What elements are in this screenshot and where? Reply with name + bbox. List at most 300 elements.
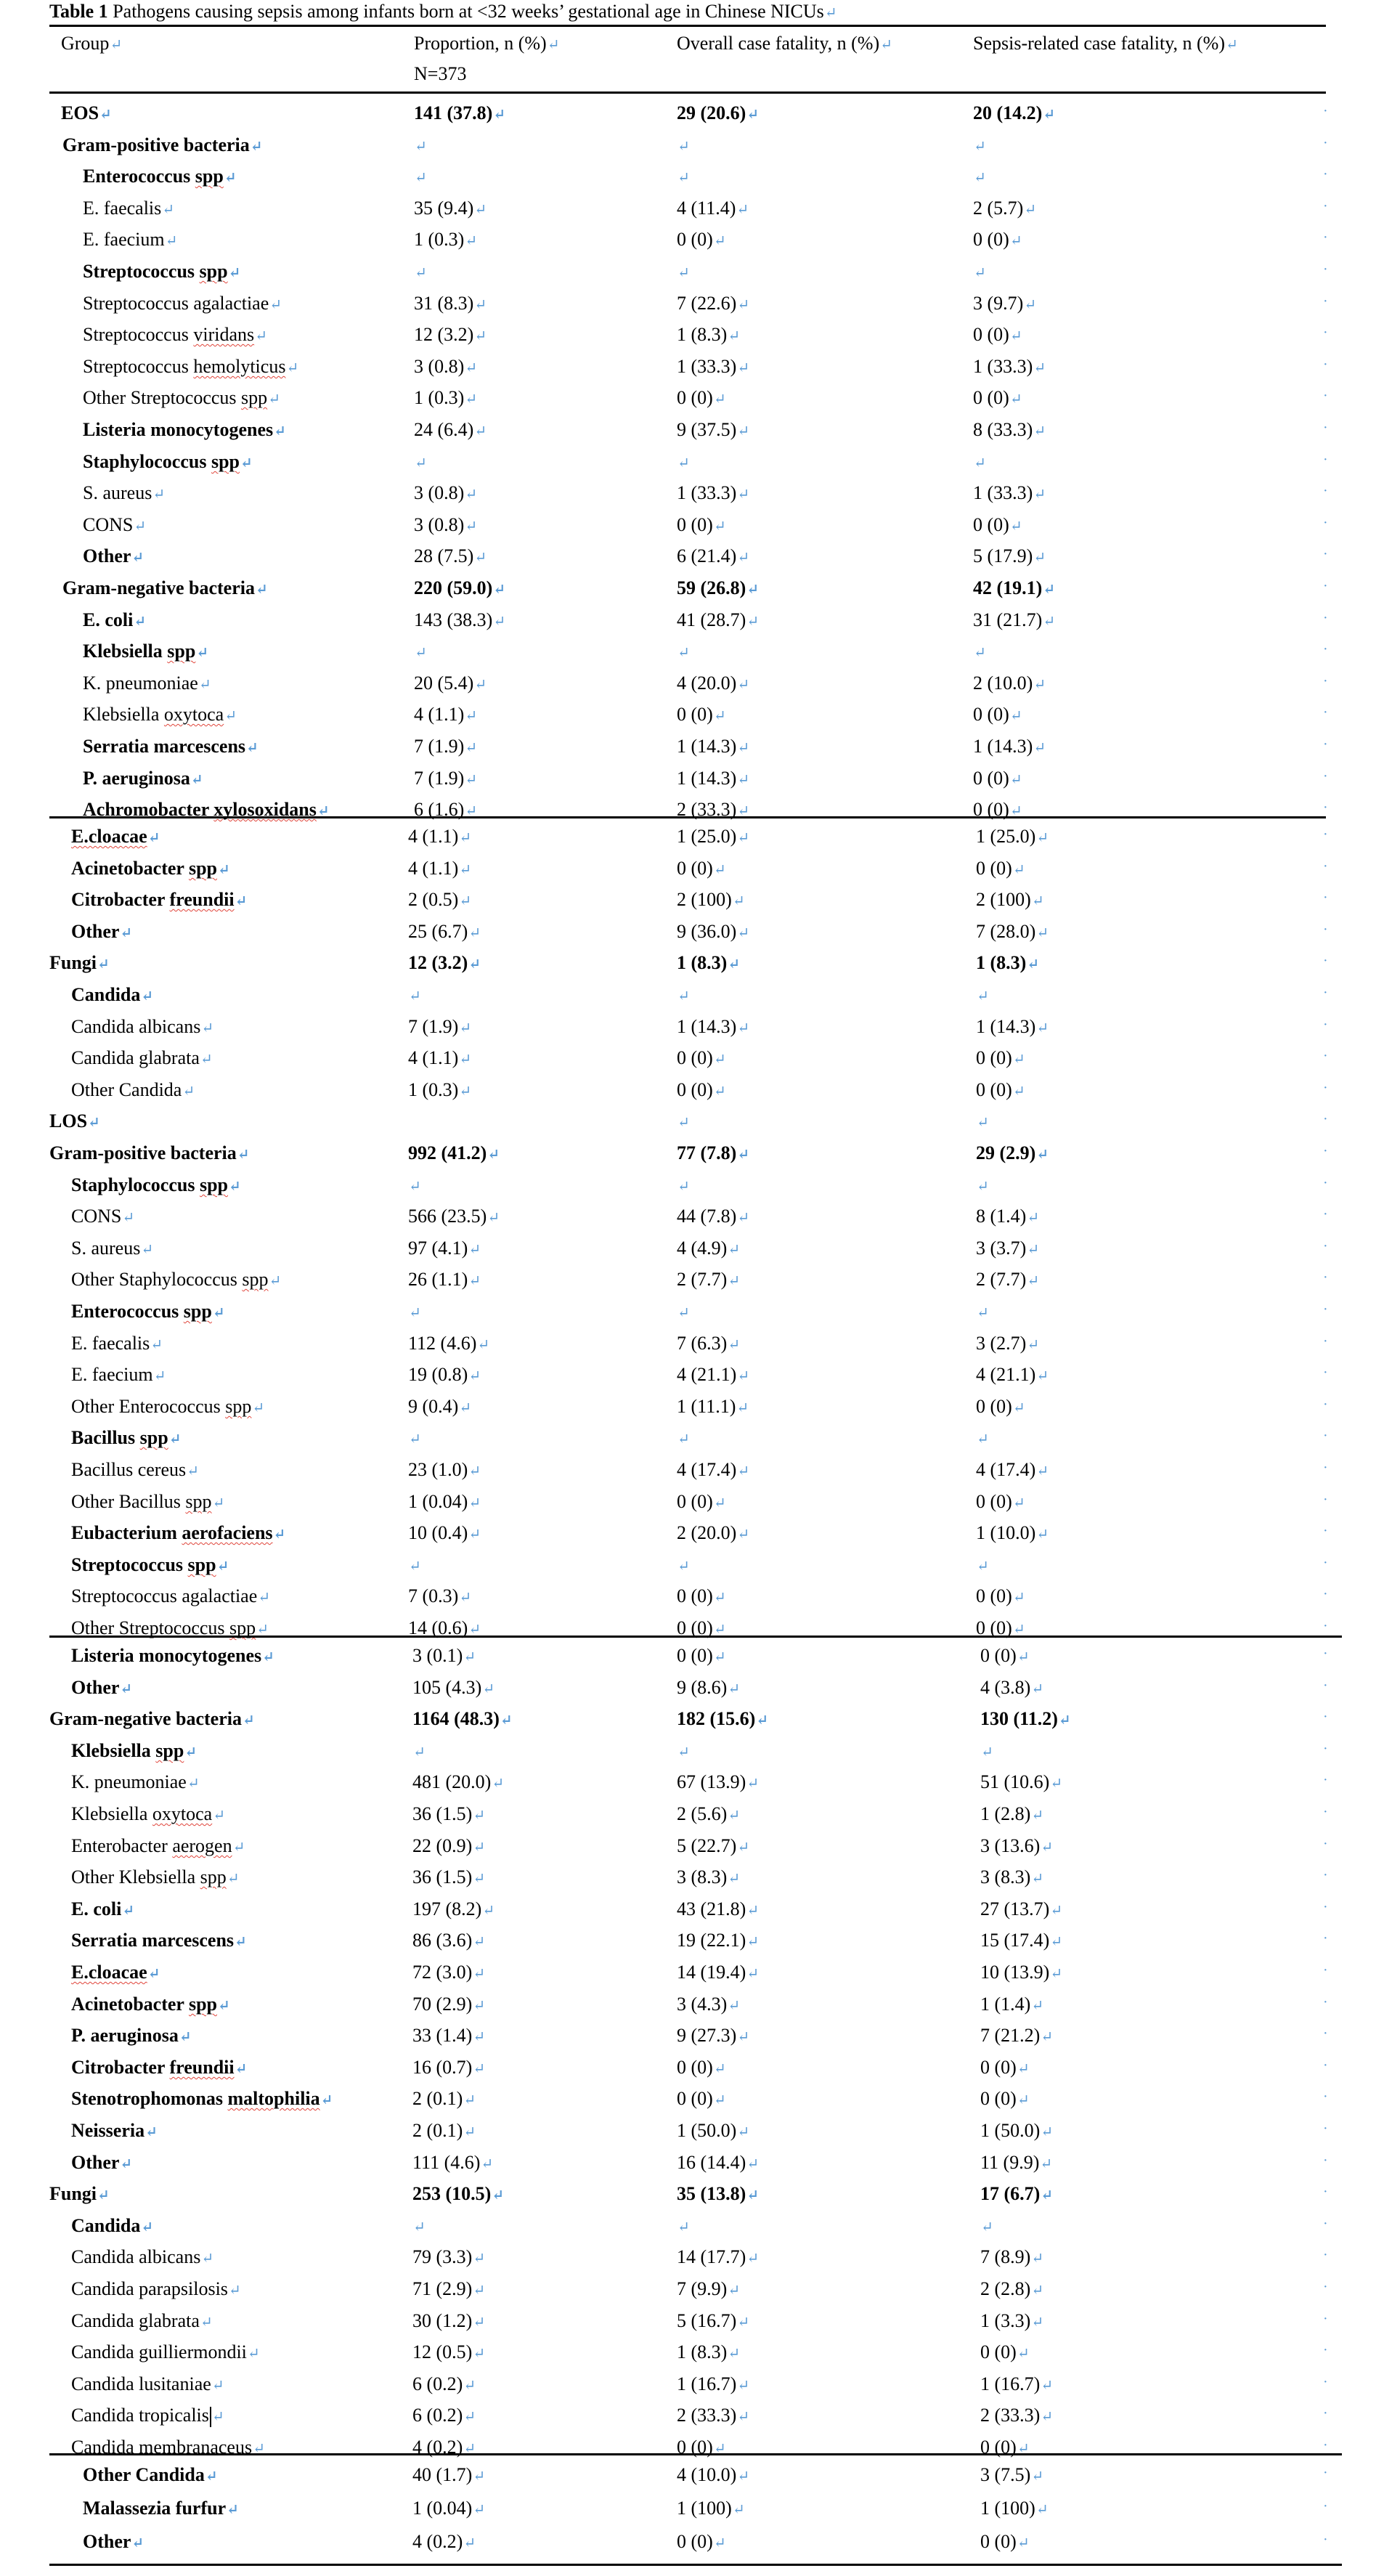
cell-group: Other Enterococcus spp↵ (71, 1396, 265, 1417)
paragraph-mark-icon: ↵ (1027, 1337, 1040, 1353)
cell-overall-fatality: 0 (0)↵ (677, 387, 726, 408)
paragraph-mark-icon: ↵ (1031, 2315, 1044, 2331)
cell-sepsis-fatality (973, 129, 986, 161)
table-row-e-cloacae (0, 1957, 1384, 1988)
row-end-mark-icon: · (1323, 1899, 1328, 1915)
table-row-e-faecium (0, 1359, 1384, 1390)
row-end-mark-icon: · (1323, 1930, 1328, 1946)
paragraph-mark-icon: ↵ (131, 550, 144, 566)
paragraph-mark-icon: ↵ (737, 297, 750, 313)
paragraph-mark-icon: ↵ (473, 2029, 486, 2045)
cell-sepsis-fatality: 3 (8.3)↵ (980, 1866, 1044, 1888)
cell-sepsis-fatality (973, 446, 986, 477)
cell-group: Gram-negative bacteria↵ (49, 1708, 255, 1729)
paragraph-mark-icon: ↵ (974, 455, 986, 471)
cell-group: Other↵ (71, 2152, 133, 2173)
paragraph-mark-icon: ↵ (269, 297, 282, 313)
paragraph-mark-icon: ↵ (320, 2092, 333, 2108)
cell-overall-fatality: 0 (0)↵ (677, 229, 726, 250)
paragraph-mark-icon: ↵ (200, 1052, 213, 1068)
cell-overall-fatality: 1 (33.3)↵ (677, 482, 750, 503)
table-row-candida-albicans (0, 2241, 1384, 2272)
cell-overall-fatality: 9 (27.3)↵ (677, 2025, 750, 2046)
paragraph-mark-icon: ↵ (737, 550, 750, 566)
cell-sepsis-fatality: 0 (0)↵ (973, 324, 1022, 345)
cell-proportion: 35 (9.4)↵ (414, 198, 487, 219)
paragraph-mark-icon: ↵ (459, 1084, 472, 1100)
cell-overall-fatality: 7 (22.6)↵ (677, 293, 750, 314)
row-end-mark-icon: · (1323, 890, 1328, 906)
cell-overall-fatality: 1 (8.3)↵ (677, 324, 741, 345)
paragraph-mark-icon: ↵ (977, 1179, 989, 1195)
cell-group: E.cloacae↵ (71, 1962, 160, 1983)
paragraph-mark-icon: ↵ (1041, 1840, 1054, 1856)
table-row-enterobacter-aerogen (0, 1830, 1384, 1861)
row-end-mark-icon: · (1323, 1523, 1328, 1539)
cell-overall-fatality: 7 (6.3)↵ (677, 1333, 741, 1354)
row-end-mark-icon: · (1323, 1397, 1328, 1413)
cell-sepsis-fatality: 1 (8.3)↵ (976, 952, 1040, 973)
cell-group: Listeria monocytogenes↵ (71, 1645, 274, 1666)
paragraph-mark-icon: ↵ (120, 2156, 133, 2172)
cell-group: S. aureus↵ (83, 482, 166, 503)
table-row-streptococcus-spp (0, 1549, 1384, 1580)
cell-sepsis-fatality: 1 (25.0)↵ (976, 826, 1049, 847)
cell-group: Candida↵ (71, 2215, 154, 2236)
row-end-mark-icon: · (1323, 1080, 1328, 1096)
row-end-mark-icon: · (1323, 2216, 1328, 2232)
cell-group: Streptococcus agalactiae↵ (83, 293, 282, 314)
row-end-mark-icon: · (1323, 1206, 1328, 1222)
paragraph-mark-icon: ↵ (737, 2315, 750, 2331)
table-row-k-pneumoniae (0, 1766, 1384, 1797)
cell-proportion: 2 (0.1)↵ (412, 2088, 476, 2109)
table-row-e-coli (0, 604, 1384, 635)
paragraph-mark-icon: ↵ (120, 1681, 133, 1697)
cell-overall-fatality: 2 (5.6)↵ (677, 1803, 741, 1824)
table-row-gram-negative-bacteria (0, 1703, 1384, 1734)
paragraph-mark-icon: ↵ (737, 830, 750, 846)
paragraph-mark-icon: ↵ (473, 2346, 486, 2362)
cell-proportion: 2 (0.1)↵ (412, 2120, 476, 2141)
cell-overall-fatality: 1 (11.1)↵ (677, 1396, 749, 1417)
table-row-other-bacillus-spp (0, 1486, 1384, 1517)
cell-sepsis-fatality: 0 (0)↵ (980, 2437, 1030, 2458)
table-row-p-aeruginosa (0, 763, 1384, 794)
paragraph-mark-icon: ↵ (409, 1305, 421, 1321)
cell-sepsis-fatality (976, 1549, 989, 1580)
cell-overall-fatality: 7 (9.9)↵ (677, 2278, 741, 2299)
paragraph-mark-icon: ↵ (1027, 1242, 1040, 1258)
cell-proportion: 40 (1.7)↵ (412, 2464, 486, 2485)
paragraph-mark-icon: ↵ (468, 925, 481, 941)
cell-overall-fatality: 2 (7.7)↵ (677, 1269, 741, 1290)
row-end-mark-icon: · (1323, 800, 1328, 816)
row-end-mark-icon: · (1323, 736, 1328, 752)
cell-sepsis-fatality: 1 (16.7)↵ (980, 2373, 1054, 2394)
cell-overall-fatality: 2 (20.0)↵ (677, 1522, 750, 1543)
cell-proportion: 97 (4.1)↵ (408, 1238, 481, 1259)
paragraph-mark-icon: ↵ (1031, 1871, 1044, 1887)
paragraph-mark-icon: ↵ (474, 677, 487, 693)
paragraph-mark-icon: ↵ (1033, 550, 1046, 566)
paragraph-mark-icon: ↵ (1043, 582, 1056, 598)
cell-group: Candida lusitaniae↵ (71, 2373, 224, 2394)
cell-overall-fatality: 0 (0)↵ (677, 2088, 726, 2109)
paragraph-mark-icon: ↵ (468, 1463, 481, 1479)
paragraph-mark-icon: ↵ (218, 862, 230, 878)
paragraph-mark-icon: ↵ (152, 487, 166, 503)
cell-group: Streptococcus hemolyticus↵ (83, 356, 299, 377)
header-proportion: Proportion, n (%)↵ (414, 33, 560, 54)
cell-proportion: 141 (37.8)↵ (414, 102, 506, 123)
row-end-mark-icon: · (1323, 2184, 1328, 2200)
paragraph-mark-icon: ↵ (413, 1744, 426, 1760)
paragraph-mark-icon: ↵ (1050, 1966, 1063, 1982)
cell-proportion: 566 (23.5)↵ (408, 1206, 500, 1227)
row-end-mark-icon: · (1323, 1365, 1328, 1381)
cell-sepsis-fatality: 0 (0)↵ (976, 1585, 1025, 1606)
paragraph-mark-icon: ↵ (713, 519, 726, 535)
cell-overall-fatality (677, 446, 690, 477)
cell-proportion (414, 161, 427, 192)
cell-group: Citrobacter freundii↵ (71, 2057, 248, 2078)
cell-group: CONS↵ (83, 514, 147, 535)
paragraph-mark-icon: ↵ (200, 2315, 213, 2331)
cell-sepsis-fatality: 7 (28.0)↵ (976, 921, 1049, 942)
table-row-other-candida (0, 1074, 1384, 1105)
row-end-mark-icon: · (1323, 198, 1328, 214)
cell-group: Other Klebsiella spp↵ (71, 1866, 240, 1888)
paragraph-mark-icon: ↵ (977, 1559, 989, 1575)
paragraph-mark-icon: ↵ (746, 614, 760, 630)
cell-sepsis-fatality: 0 (0)↵ (973, 799, 1022, 820)
table-row-streptococcus-viridans (0, 319, 1384, 350)
paragraph-mark-icon: ↵ (468, 1527, 481, 1543)
page-break-rule-3 (49, 2453, 1342, 2455)
paragraph-mark-icon: ↵ (677, 1559, 690, 1575)
page-break-rule-2 (49, 1636, 1342, 1638)
paragraph-mark-icon: ↵ (737, 1527, 750, 1543)
paragraph-mark-icon: ↵ (746, 1776, 760, 1792)
paragraph-mark-icon: ↵ (713, 862, 726, 878)
paragraph-mark-icon: ↵ (273, 1527, 286, 1543)
table-row-gram-negative-bacteria (0, 572, 1384, 604)
paragraph-mark-icon: ↵ (198, 677, 211, 693)
row-end-mark-icon: · (1323, 2374, 1328, 2390)
cell-overall-fatality (677, 161, 690, 192)
paragraph-mark-icon: ↵ (468, 1622, 481, 1638)
paragraph-mark-icon: ↵ (713, 1590, 726, 1606)
cell-sepsis-fatality: 2 (5.7)↵ (973, 198, 1037, 219)
row-end-mark-icon: · (1323, 1555, 1328, 1571)
paragraph-mark-icon: ↵ (1033, 423, 1046, 439)
table-row-candida (0, 979, 1384, 1010)
paragraph-mark-icon: ↵ (737, 1840, 750, 1856)
cell-group: E. faecalis↵ (71, 1333, 163, 1354)
cell-proportion: 105 (4.3)↵ (412, 1677, 495, 1698)
row-end-mark-icon: · (1323, 1646, 1328, 1662)
cell-group: Candida membranaceus↵ (71, 2437, 265, 2458)
paragraph-mark-icon: ↵ (147, 1966, 160, 1982)
cell-overall-fatality: 43 (21.8)↵ (677, 1898, 760, 1919)
paragraph-mark-icon: ↵ (1033, 360, 1046, 376)
paragraph-mark-icon: ↵ (237, 1147, 250, 1163)
paragraph-mark-icon: ↵ (974, 170, 986, 186)
row-end-mark-icon: · (1323, 1048, 1328, 1064)
paragraph-mark-icon: ↵ (212, 1305, 225, 1321)
cell-overall-fatality: 19 (22.1)↵ (677, 1930, 760, 1951)
table-row-streptococcus-hemolyticus (0, 351, 1384, 382)
paragraph-mark-icon: ↵ (824, 5, 837, 21)
paragraph-mark-icon: ↵ (732, 893, 745, 909)
cell-overall-fatality: 1 (8.3)↵ (677, 2341, 741, 2362)
cell-group: Gram-positive bacteria↵ (62, 134, 263, 155)
paragraph-mark-icon: ↵ (1009, 803, 1022, 819)
cell-proportion: 70 (2.9)↵ (412, 1994, 486, 2015)
cell-sepsis-fatality: 0 (0)↵ (973, 514, 1022, 535)
cell-group: Candida tropicalis ↵ (71, 2400, 224, 2431)
paragraph-mark-icon: ↵ (746, 2156, 760, 2172)
paragraph-mark-icon: ↵ (1031, 1808, 1044, 1824)
cell-sepsis-fatality: 20 (14.2)↵ (973, 102, 1056, 123)
row-end-mark-icon: · (1323, 515, 1328, 531)
paragraph-mark-icon: ↵ (1012, 862, 1025, 878)
paragraph-mark-icon: ↵ (728, 1681, 741, 1697)
cell-proportion: 197 (8.2)↵ (412, 1898, 495, 1919)
cell-group: Streptococcus agalactiae↵ (71, 1585, 271, 1606)
cell-proportion: 143 (38.3)↵ (414, 609, 506, 630)
paragraph-mark-icon: ↵ (728, 1273, 741, 1289)
paragraph-mark-icon: ↵ (1041, 2187, 1054, 2203)
paragraph-mark-icon: ↵ (713, 2061, 726, 2077)
table-row-other-streptococcus-spp (0, 1612, 1384, 1643)
cell-group: Candida guilliermondii↵ (71, 2341, 260, 2362)
paragraph-mark-icon: ↵ (737, 1210, 750, 1226)
cell-group: Candida glabrata↵ (71, 2310, 213, 2331)
paragraph-mark-icon: ↵ (88, 1115, 100, 1131)
cell-group: Klebsiella spp↵ (83, 641, 209, 662)
cell-sepsis-fatality: 1 (2.8)↵ (980, 1803, 1044, 1824)
cell-sepsis-fatality: 0 (0)↵ (976, 1491, 1025, 1512)
paragraph-mark-icon: ↵ (737, 1147, 750, 1163)
cell-overall-fatality: 41 (28.7)↵ (677, 609, 760, 630)
table-caption (49, 0, 837, 23)
cell-group: Candida↵ (71, 984, 154, 1005)
row-end-mark-icon: · (1323, 1962, 1328, 1978)
paragraph-mark-icon: ↵ (1009, 328, 1022, 344)
table-row-candida-tropicalis (0, 2400, 1384, 2431)
paragraph-mark-icon: ↵ (227, 1871, 240, 1887)
paragraph-mark-icon: ↵ (256, 1622, 269, 1638)
cell-group: Acinetobacter spp↵ (71, 858, 230, 879)
paragraph-mark-icon: ↵ (97, 2187, 110, 2203)
table-row-stenotrophomonas-maltophilia (0, 2083, 1384, 2114)
cell-overall-fatality: 0 (0)↵ (677, 1585, 726, 1606)
cell-sepsis-fatality: 0 (0)↵ (976, 858, 1025, 879)
paragraph-mark-icon: ↵ (1024, 202, 1037, 218)
cell-overall-fatality: 0 (0)↵ (677, 1645, 726, 1666)
row-end-mark-icon: · (1323, 1238, 1328, 1254)
cell-sepsis-fatality: 15 (17.4)↵ (980, 1930, 1063, 1951)
paragraph-mark-icon: ↵ (474, 202, 487, 218)
cell-proportion: 7 (1.9)↵ (414, 768, 478, 789)
cell-proportion: 481 (20.0)↵ (412, 1771, 505, 1792)
paragraph-mark-icon: ↵ (459, 1052, 472, 1068)
table-row-streptococcus-agalactiae (0, 288, 1384, 319)
paragraph-mark-icon: ↵ (1058, 1712, 1071, 1728)
table-row-e-coli (0, 1893, 1384, 1925)
paragraph-mark-icon: ↵ (756, 1712, 769, 1728)
cell-group: E. faecium↵ (83, 229, 178, 250)
header-n-total: N=373 (414, 63, 467, 84)
table-row-other-enterococcus-spp (0, 1391, 1384, 1422)
table-row-klebsiella-spp (0, 1735, 1384, 1766)
row-end-mark-icon: · (1323, 166, 1328, 182)
cell-overall-fatality: 77 (7.8)↵ (677, 1142, 750, 1163)
cell-overall-fatality: 3 (4.3)↵ (677, 1994, 741, 2015)
cell-sepsis-fatality: 3 (7.5)↵ (980, 2464, 1044, 2485)
paragraph-mark-icon: ↵ (974, 265, 986, 281)
cell-sepsis-fatality: 4 (17.4)↵ (976, 1459, 1049, 1480)
paragraph-mark-icon: ↵ (468, 1495, 481, 1511)
paragraph-mark-icon: ↵ (728, 2346, 741, 2362)
paragraph-mark-icon: ↵ (415, 139, 427, 155)
cell-sepsis-fatality: 0 (0)↵ (976, 1617, 1025, 1638)
paragraph-mark-icon: ↵ (481, 2156, 494, 2172)
paragraph-mark-icon: ↵ (474, 423, 487, 439)
cell-overall-fatality: 2 (100)↵ (677, 889, 745, 910)
cell-proportion: 992 (41.2)↵ (408, 1142, 500, 1163)
paragraph-mark-icon: ↵ (1033, 677, 1046, 693)
row-end-mark-icon: · (1323, 1994, 1328, 2010)
paragraph-mark-icon: ↵ (1009, 708, 1022, 724)
paragraph-mark-icon: ↵ (737, 360, 750, 376)
paragraph-mark-icon: ↵ (141, 2219, 154, 2235)
paragraph-mark-icon: ↵ (211, 2409, 224, 2425)
cell-sepsis-fatality: 3 (13.6)↵ (980, 1835, 1054, 1856)
paragraph-mark-icon: ↵ (465, 803, 478, 819)
paragraph-mark-icon: ↵ (141, 1242, 154, 1258)
paragraph-mark-icon: ↵ (737, 740, 750, 756)
table-row-cons (0, 509, 1384, 540)
row-end-mark-icon: · (1323, 922, 1328, 938)
paragraph-mark-icon: ↵ (746, 1903, 760, 1919)
paragraph-mark-icon: ↵ (728, 956, 741, 972)
row-end-mark-icon: · (1323, 704, 1328, 720)
cell-overall-fatality: 0 (0)↵ (677, 1079, 726, 1100)
cell-proportion (408, 979, 421, 1010)
paragraph-mark-icon: ↵ (1031, 893, 1044, 909)
table-row-eubacterium-aerofaciens (0, 1517, 1384, 1548)
cell-proportion: 7 (0.3)↵ (408, 1585, 472, 1606)
paragraph-mark-icon: ↵ (1012, 1084, 1025, 1100)
cell-group: Serratia marcescens↵ (83, 736, 259, 757)
paragraph-mark-icon: ↵ (974, 139, 986, 155)
row-end-mark-icon: · (1323, 293, 1328, 309)
row-end-mark-icon: · (1323, 2153, 1328, 2169)
cell-overall-fatality: 14 (19.4)↵ (677, 1962, 760, 1983)
table-row-serratia-marcescens (0, 731, 1384, 762)
paragraph-mark-icon: ↵ (247, 2346, 260, 2362)
table-row-candida-guilliermondii (0, 2336, 1384, 2368)
paragraph-mark-icon: ↵ (459, 1020, 472, 1036)
paragraph-mark-icon: ↵ (1035, 2502, 1049, 2518)
table-row-klebsiella-spp (0, 635, 1384, 667)
cell-sepsis-fatality: 2 (2.8)↵ (980, 2278, 1044, 2299)
cell-sepsis-fatality: 1 (3.3)↵ (980, 2310, 1044, 2331)
paragraph-mark-icon: ↵ (737, 1020, 750, 1036)
paragraph-mark-icon: ↵ (211, 2378, 224, 2394)
paragraph-mark-icon: ↵ (465, 233, 478, 249)
paragraph-mark-icon: ↵ (1033, 740, 1046, 756)
paragraph-mark-icon: ↵ (1024, 297, 1037, 313)
cell-proportion: 1 (0.3)↵ (414, 387, 478, 408)
paragraph-mark-icon: ↵ (473, 2251, 486, 2267)
paragraph-mark-icon: ↵ (468, 1242, 481, 1258)
paragraph-mark-icon: ↵ (1036, 1147, 1049, 1163)
header-overall-fatality: Overall case fatality, n (%)↵ (677, 33, 892, 54)
cell-overall-fatality: 6 (21.4)↵ (677, 545, 750, 566)
cell-group: Enterococcus spp↵ (71, 1301, 225, 1322)
paragraph-mark-icon: ↵ (415, 455, 427, 471)
paragraph-mark-icon: ↵ (977, 1431, 989, 1447)
paragraph-mark-icon: ↵ (713, 708, 726, 724)
cell-sepsis-fatality: 3 (9.7)↵ (973, 293, 1037, 314)
paragraph-mark-icon: ↵ (229, 1179, 241, 1195)
cell-group: Listeria monocytogenes↵ (83, 419, 286, 440)
row-end-mark-icon: · (1323, 1301, 1328, 1317)
paragraph-mark-icon: ↵ (493, 614, 506, 630)
cell-group: Candida glabrata↵ (71, 1047, 213, 1068)
table-row-fungi (0, 2178, 1384, 2209)
cell-overall-fatality: 1 (14.3)↵ (677, 768, 750, 789)
paragraph-mark-icon: ↵ (713, 1495, 726, 1511)
paragraph-mark-icon: ↵ (1009, 233, 1022, 249)
cell-proportion: 36 (1.5)↵ (412, 1866, 486, 1888)
cell-proportion: 19 (0.8)↵ (408, 1364, 481, 1385)
cell-overall-fatality: 4 (21.1)↵ (677, 1364, 750, 1385)
cell-overall-fatality (677, 1549, 690, 1580)
cell-sepsis-fatality (973, 635, 986, 667)
paragraph-mark-icon: ↵ (465, 360, 478, 376)
paragraph-mark-icon: ↵ (205, 2469, 218, 2484)
cell-group: Enterococcus spp↵ (83, 166, 237, 187)
cell-overall-fatality (677, 979, 690, 1010)
cell-overall-fatality: 59 (26.8)↵ (677, 577, 760, 598)
row-end-mark-icon: · (1323, 2437, 1328, 2453)
cell-group: P. aeruginosa↵ (83, 768, 203, 789)
table-row-e-faecium (0, 224, 1384, 255)
paragraph-mark-icon: ↵ (150, 1337, 163, 1353)
table-row-candida-glabrata (0, 2305, 1384, 2336)
row-end-mark-icon: · (1323, 1867, 1328, 1883)
cell-proportion (412, 2210, 426, 2241)
row-end-mark-icon: · (1323, 2405, 1328, 2421)
cell-group: Staphylococcus spp↵ (83, 451, 253, 472)
cell-sepsis-fatality: 17 (6.7)↵ (980, 2183, 1054, 2204)
cell-group: Candida parapsilosis↵ (71, 2278, 241, 2299)
cell-proportion: 4 (1.1)↵ (408, 1047, 472, 1068)
paragraph-mark-icon: ↵ (1031, 2469, 1044, 2484)
cell-proportion: 1 (0.04)↵ (412, 2498, 486, 2519)
paragraph-mark-icon: ↵ (981, 2219, 993, 2235)
cell-proportion: 26 (1.1)↵ (408, 1269, 481, 1290)
paragraph-mark-icon: ↵ (190, 772, 203, 788)
cell-overall-fatality (677, 1296, 690, 1327)
row-end-mark-icon: · (1323, 1678, 1328, 1694)
row-end-mark-icon: · (1323, 1618, 1328, 1634)
